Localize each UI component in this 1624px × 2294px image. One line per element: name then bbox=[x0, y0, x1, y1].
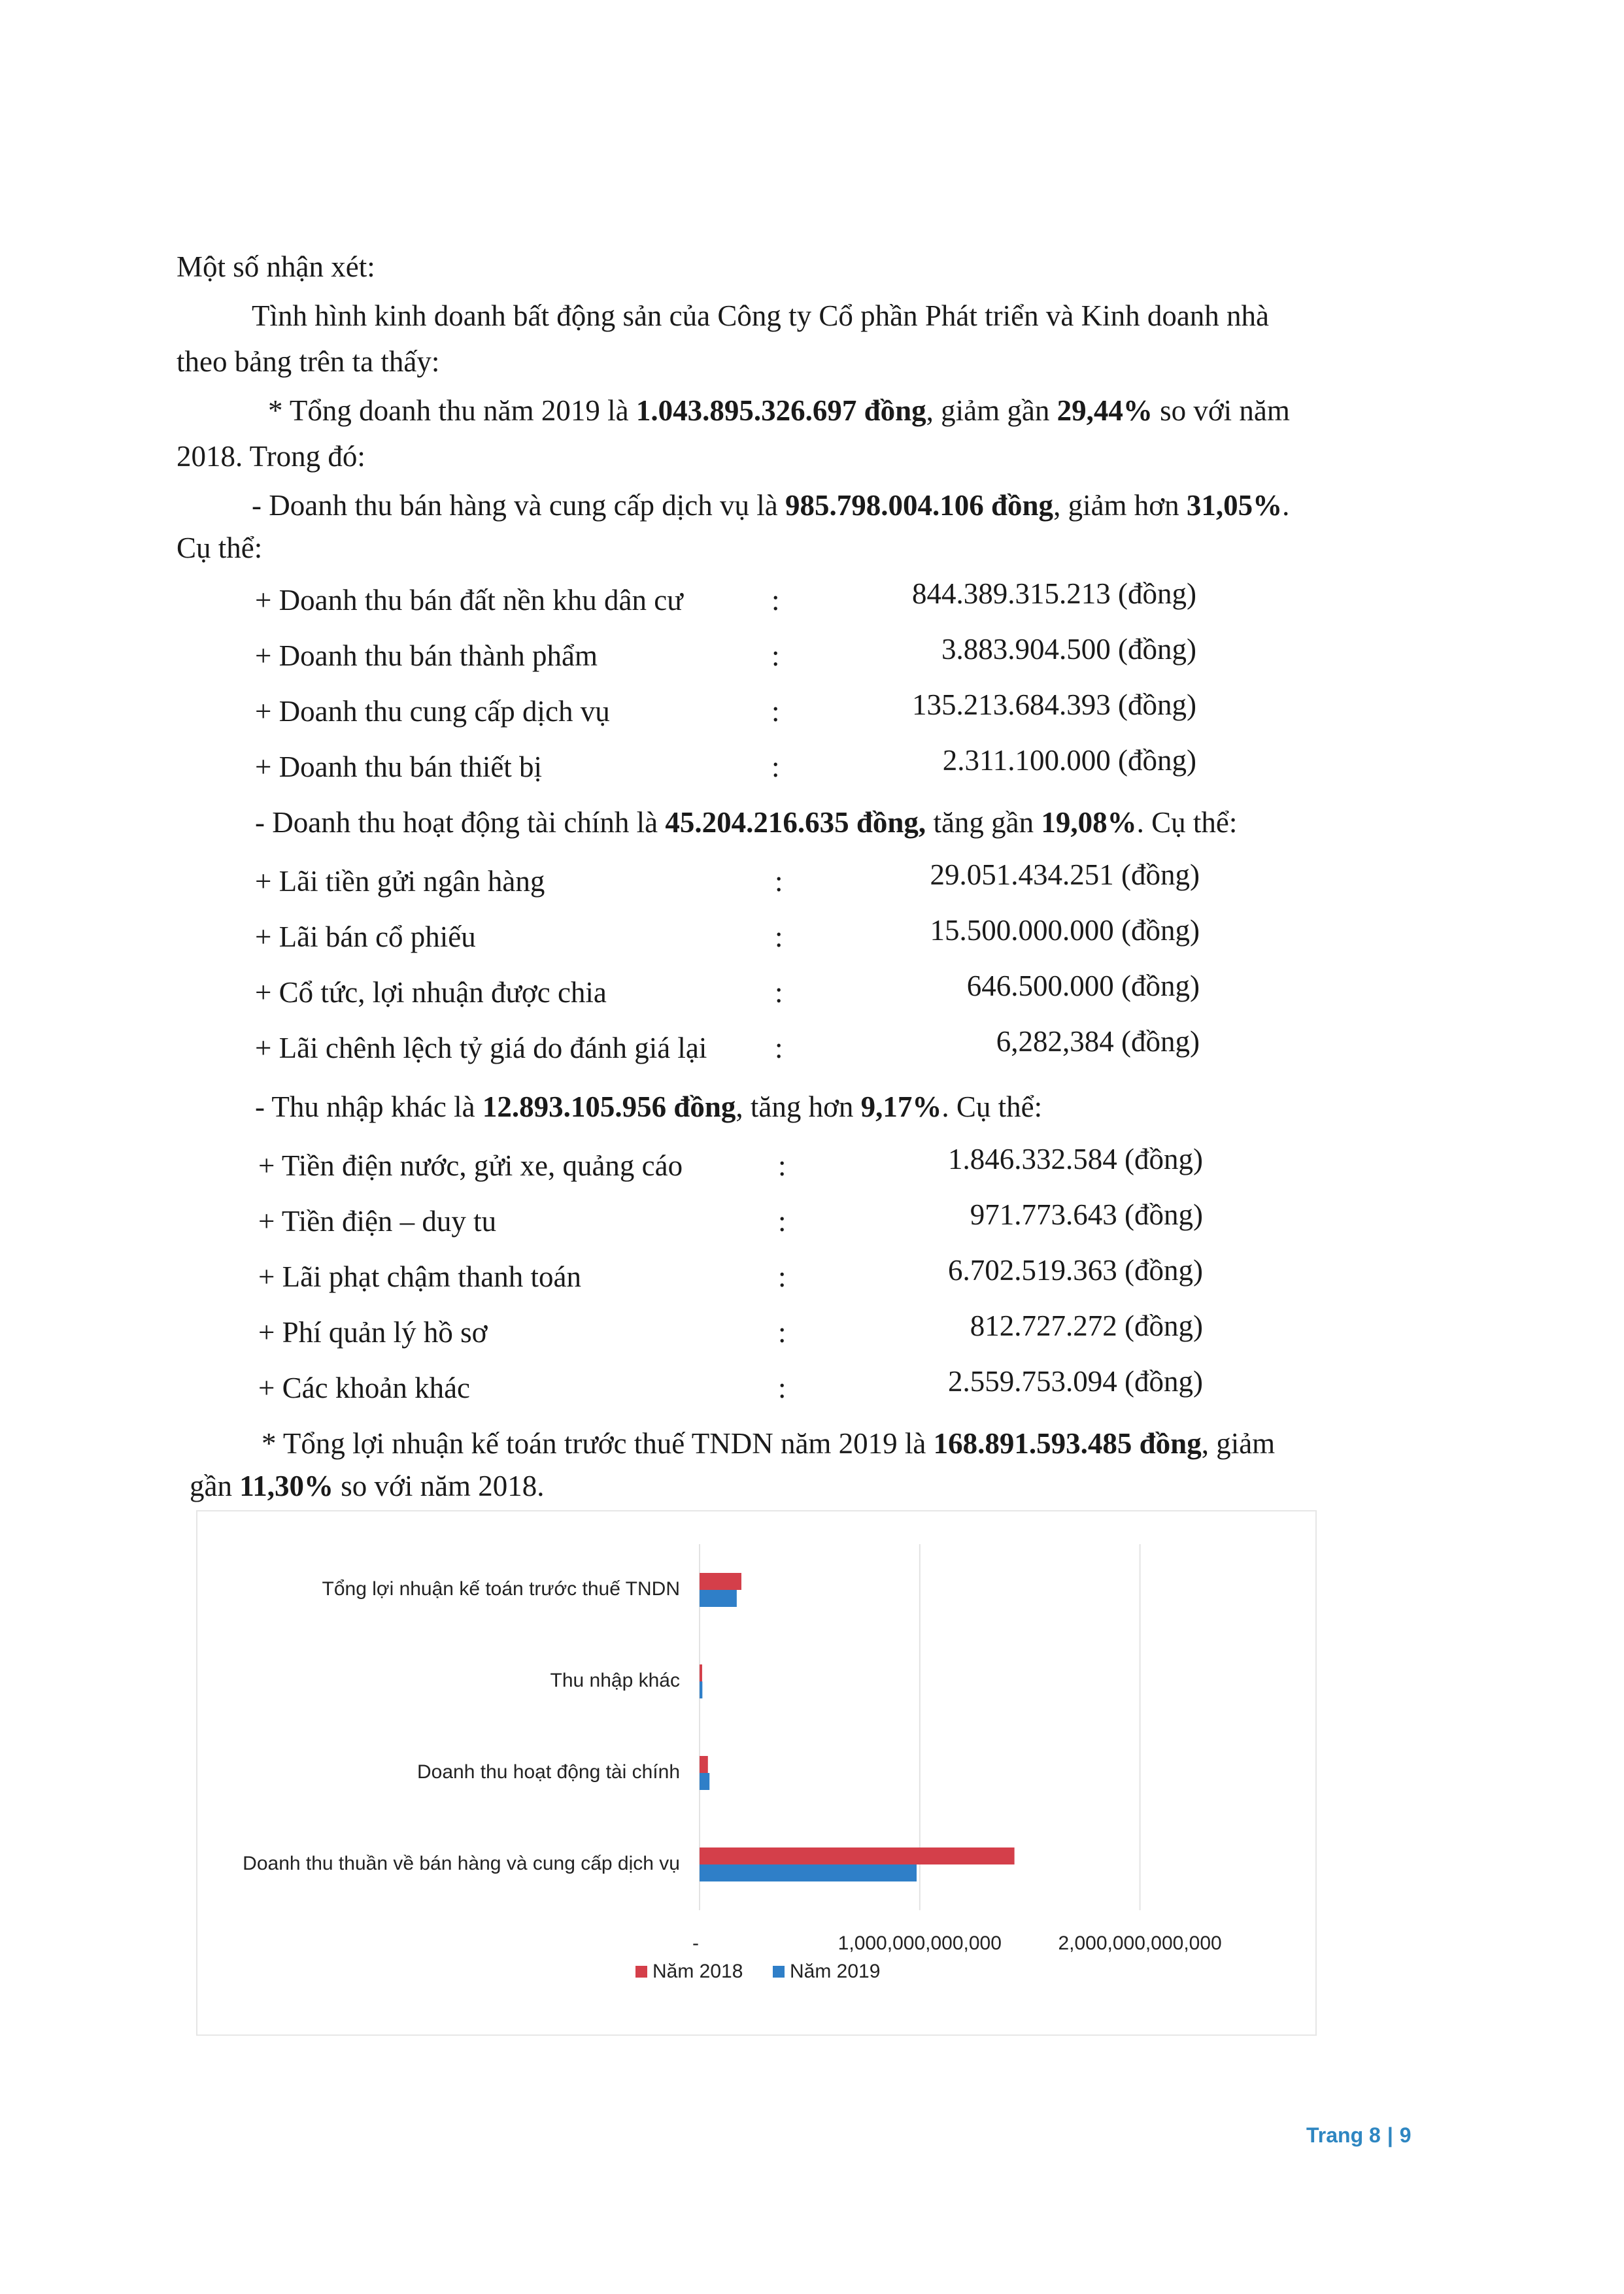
list-item-colon: : bbox=[775, 976, 783, 1009]
list-item-label: + Lãi bán cổ phiếu bbox=[255, 920, 476, 953]
profit-line: * Tổng lợi nhuận kế toán trước thuế TNDN năm 2019 là 168.891.593.485 đồng, giảm bbox=[262, 1427, 1276, 1460]
list-item-label: + Tiền điện – duy tu bbox=[258, 1205, 497, 1238]
bar bbox=[700, 1590, 737, 1607]
bar bbox=[700, 1664, 702, 1681]
list-item-colon: : bbox=[775, 865, 783, 898]
list-item-colon: : bbox=[778, 1149, 787, 1182]
total-revenue-line-2: 2018. Trong đó: bbox=[177, 440, 365, 473]
intro-line-1: Tình hình kinh doanh bất động sản của Công ty Cổ phần Phát triển và Kinh doanh nhà bbox=[252, 299, 1270, 332]
sales-revenue-line: - Doanh thu bán hàng và cung cấp dịch vụ là 985.798.004.106 đồng, giảm hơn 31,05%. bbox=[252, 489, 1290, 522]
list-item-value: 2.559.753.094 (đồng) bbox=[948, 1365, 1203, 1398]
list-item-label: + Lãi tiền gửi ngân hàng bbox=[255, 865, 545, 898]
footer-separator: | bbox=[1387, 2123, 1393, 2147]
list-item-colon: : bbox=[775, 1032, 783, 1064]
list-item-colon: : bbox=[778, 1260, 787, 1293]
category-label: Tổng lợi nhuận kế toán trước thuế TNDN bbox=[322, 1578, 680, 1600]
heading: Một số nhận xét: bbox=[177, 250, 375, 283]
legend-swatch bbox=[635, 1966, 647, 1978]
list-item-label: + Doanh thu cung cấp dịch vụ bbox=[255, 695, 610, 728]
bar bbox=[700, 1847, 1015, 1864]
list-item-label: + Doanh thu bán đất nền khu dân cư bbox=[255, 584, 683, 616]
list-item-value: 844.389.315.213 (đồng) bbox=[912, 577, 1196, 610]
list-item-colon: : bbox=[771, 584, 780, 616]
bar bbox=[700, 1864, 917, 1881]
legend-label: Năm 2018 bbox=[652, 1961, 743, 1982]
category-label: Thu nhập khác bbox=[550, 1670, 680, 1691]
bar-chart bbox=[196, 1510, 1317, 2036]
bar-chart-svg bbox=[197, 1511, 1315, 2034]
list-item-label: + Lãi chênh lệch tỷ giá do đánh giá lại bbox=[255, 1032, 707, 1064]
x-tick-label: 2,000,000,000,000 bbox=[1058, 1932, 1222, 1954]
category-label: Doanh thu hoạt động tài chính bbox=[417, 1761, 680, 1783]
list-item-colon: : bbox=[775, 920, 783, 953]
list-item-value: 1.846.332.584 (đồng) bbox=[948, 1143, 1203, 1175]
legend-swatch bbox=[773, 1966, 785, 1978]
x-tick-label: - bbox=[692, 1932, 699, 1954]
list-item-colon: : bbox=[771, 639, 780, 672]
list-item-label: + Doanh thu bán thành phẩm bbox=[255, 639, 598, 672]
list-item-colon: : bbox=[771, 695, 780, 728]
footer-label: Trang bbox=[1306, 2123, 1364, 2147]
list-item-value: 29.051.434.251 (đồng) bbox=[930, 858, 1200, 891]
legend-label: Năm 2019 bbox=[790, 1961, 881, 1982]
other-income-line: - Thu nhập khác là 12.893.105.956 đồng, tăng hơn 9,17%. Cụ thể: bbox=[255, 1090, 1043, 1123]
bar bbox=[700, 1681, 702, 1698]
list-item-value: 2.311.100.000 (đồng) bbox=[942, 744, 1196, 777]
list-item-colon: : bbox=[778, 1372, 787, 1404]
list-item-value: 3.883.904.500 (đồng) bbox=[941, 633, 1196, 666]
intro-line-2: theo bảng trên ta thấy: bbox=[177, 345, 440, 378]
list-item-colon: : bbox=[778, 1316, 787, 1349]
x-tick-label: 1,000,000,000,000 bbox=[837, 1932, 1002, 1954]
footer-page-number: 8 bbox=[1369, 2123, 1381, 2147]
list-item-value: 971.773.643 (đồng) bbox=[970, 1198, 1203, 1231]
list-item-value: 135.213.684.393 (đồng) bbox=[912, 688, 1196, 721]
list-item-label: + Tiền điện nước, gửi xe, quảng cáo bbox=[258, 1149, 683, 1182]
bar bbox=[700, 1756, 708, 1773]
bar bbox=[700, 1573, 741, 1590]
list-item-label: + Cổ tức, lợi nhuận được chia bbox=[255, 976, 607, 1009]
category-label: Doanh thu thuần về bán hàng và cung cấp dịch vụ bbox=[243, 1853, 680, 1874]
footer-total-pages: 9 bbox=[1399, 2123, 1412, 2147]
list-item-value: 812.727.272 (đồng) bbox=[970, 1309, 1203, 1342]
list-item-value: 6.702.519.363 (đồng) bbox=[948, 1254, 1203, 1287]
profit-line-2: gần 11,30% so với năm 2018. bbox=[190, 1470, 545, 1502]
sales-revenue-line-2: Cụ thể: bbox=[177, 531, 263, 564]
page-footer bbox=[1306, 2123, 1412, 2148]
list-item-label: + Các khoản khác bbox=[258, 1372, 471, 1404]
list-item-label: + Doanh thu bán thiết bị bbox=[255, 751, 543, 783]
list-item-value: 646.500.000 (đồng) bbox=[966, 970, 1200, 1002]
list-item-value: 15.500.000.000 (đồng) bbox=[930, 914, 1200, 947]
financial-revenue-line: - Doanh thu hoạt động tài chính là 45.204.216.635 đồng, tăng gần 19,08%. Cụ thể: bbox=[255, 806, 1238, 839]
bar bbox=[700, 1773, 709, 1790]
list-item-label: + Phí quản lý hồ sơ bbox=[258, 1316, 488, 1349]
list-item-colon: : bbox=[778, 1205, 787, 1238]
list-item-colon: : bbox=[771, 751, 780, 783]
total-revenue-line: * Tổng doanh thu năm 2019 là 1.043.895.326.697 đồng, giảm gần 29,44% so với năm bbox=[268, 394, 1290, 427]
list-item-label: + Lãi phạt chậm thanh toán bbox=[258, 1260, 581, 1293]
list-item-value: 6,282,384 (đồng) bbox=[996, 1025, 1200, 1058]
